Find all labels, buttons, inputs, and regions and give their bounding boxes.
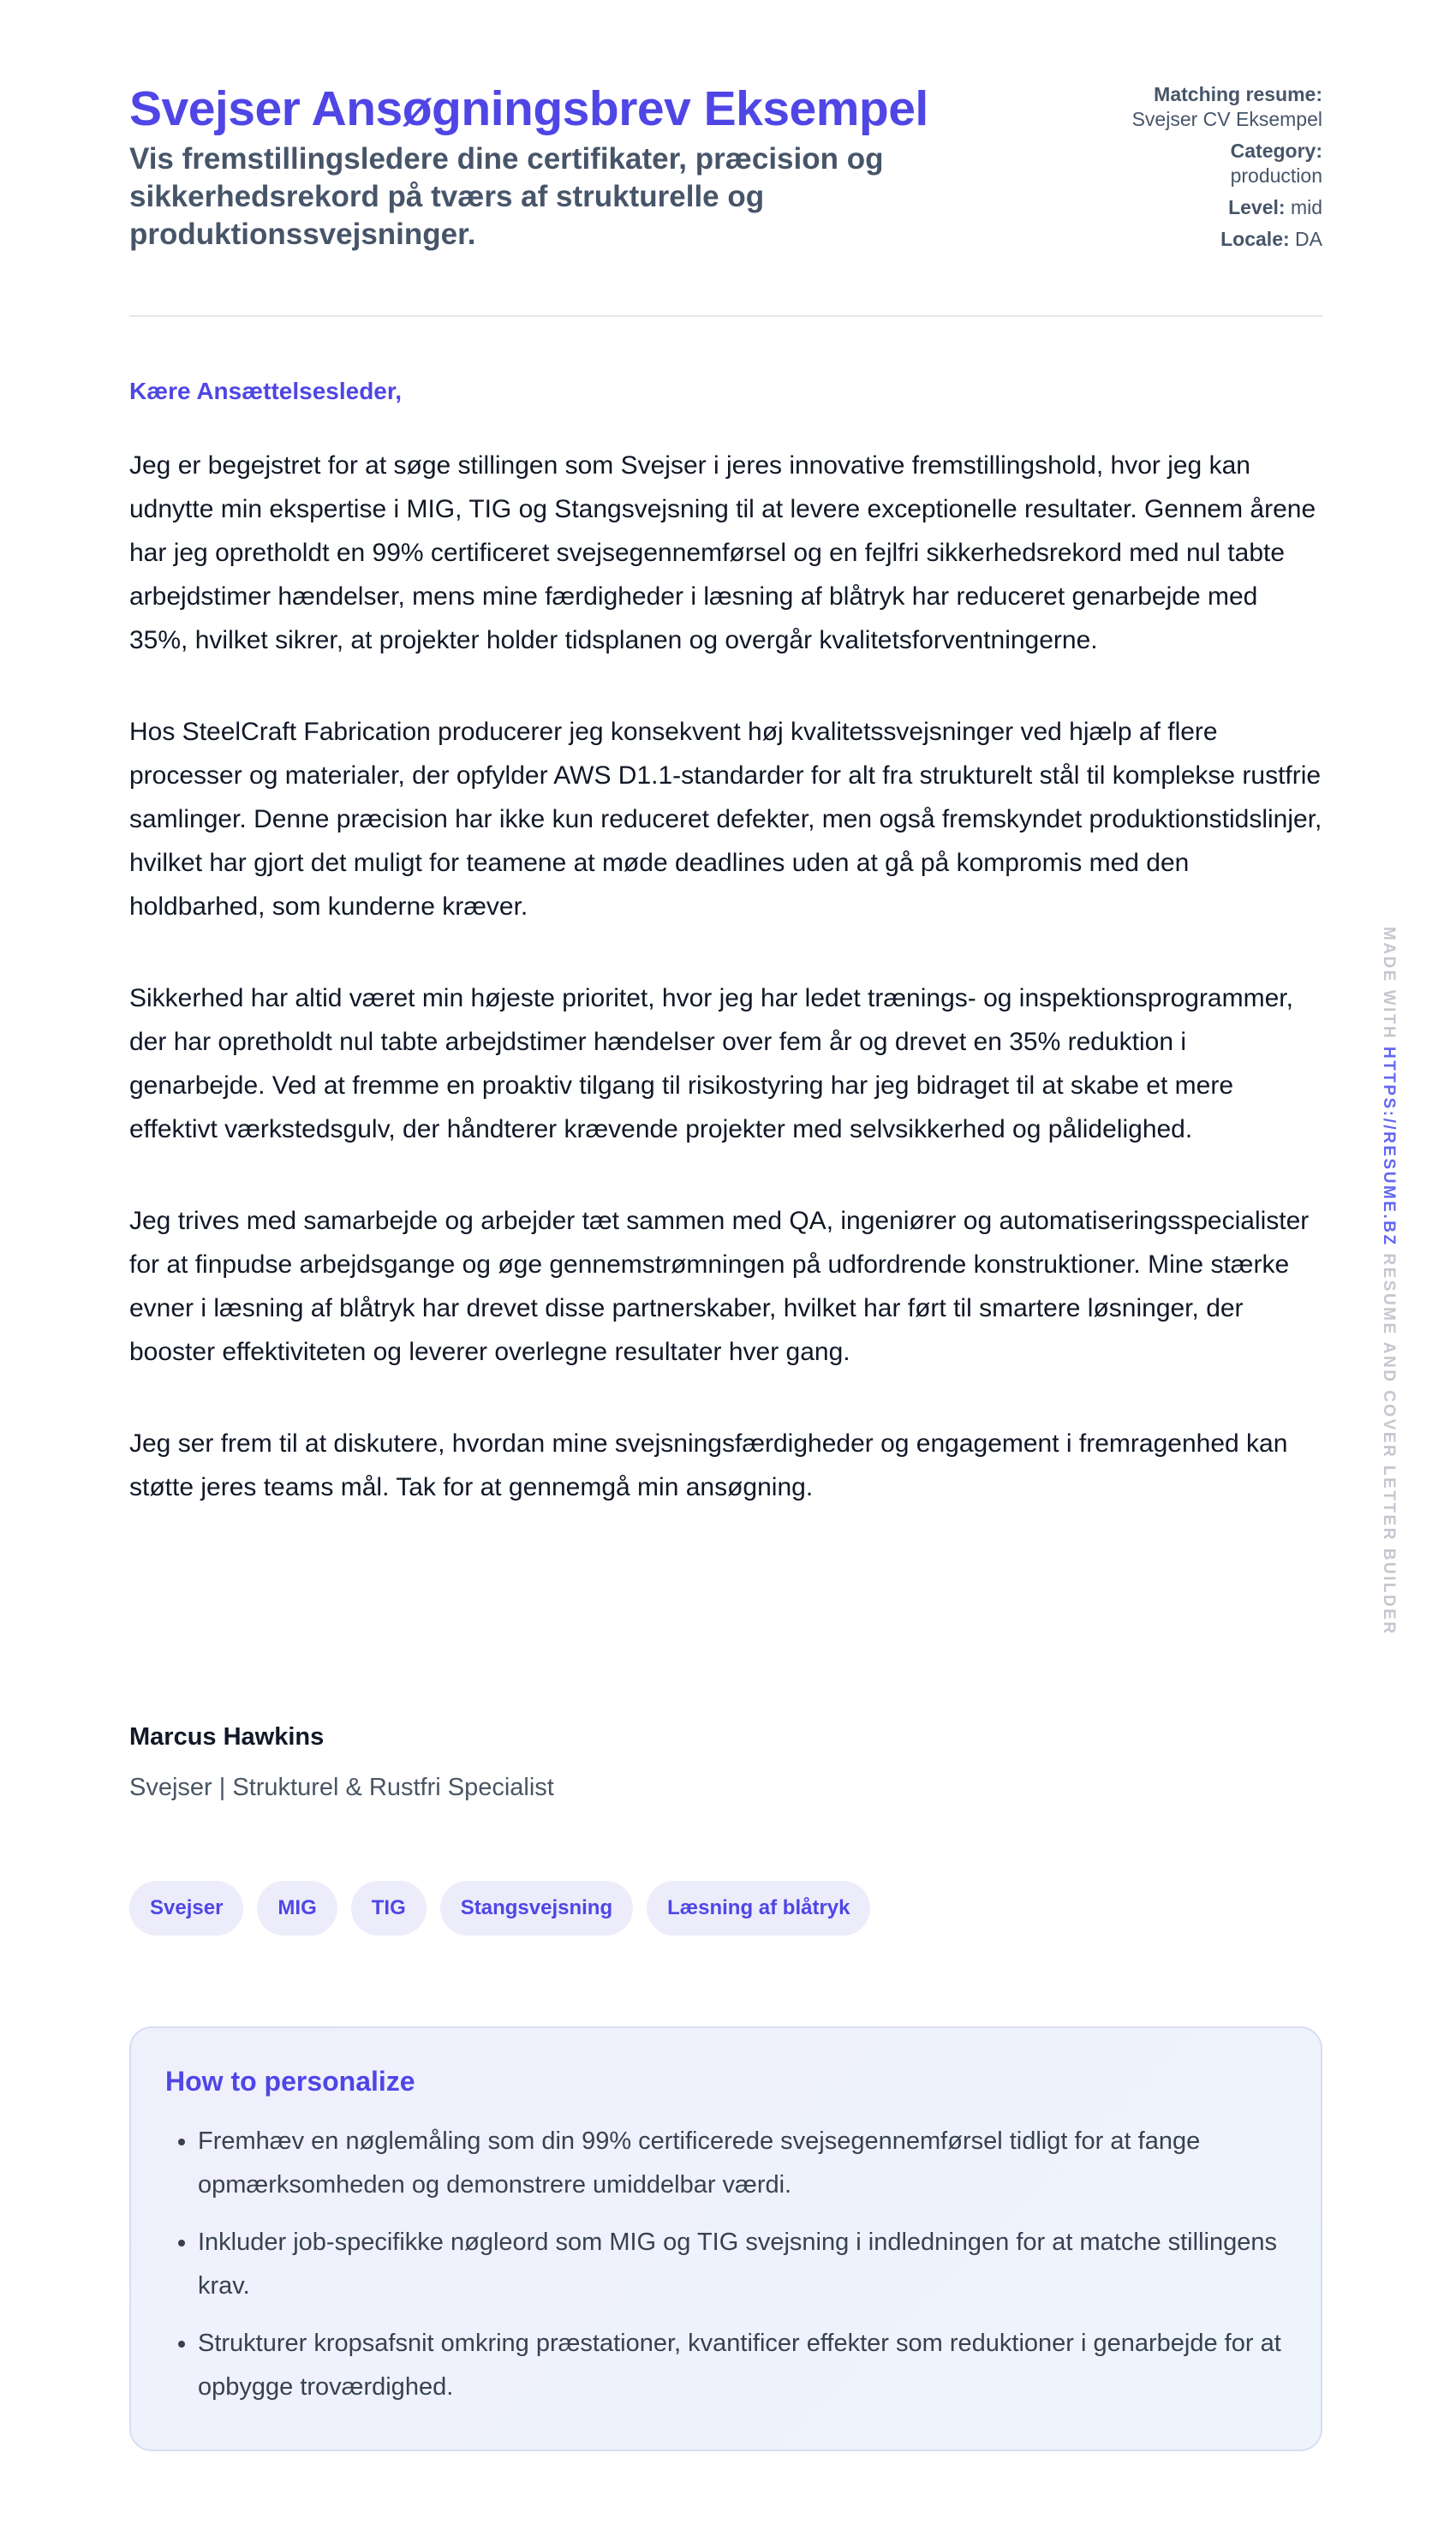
letter-paragraph: Sikkerhed har altid været min højeste prioritet, hvor jeg har ledet trænings- og inspektionsprogrammer, der har opretholdt nul tabte arbejdstimer hændelser over fem år og drevet en 35% reduktion i genarbejde. Ved at fremme en proaktiv tilgang til risikostyring har jeg bidraget til at skabe et mere effektivt værkstedsgulv, der håndterer krævende projekter med selvsikkerhed og pålidelighed. xyxy=(129,984,1293,1143)
meta-level xyxy=(1100,195,1322,220)
letter-paragraph: Jeg er begejstret for at søge stillingen som Svejser i jeres innovative fremstillingshold, hvor jeg kan udnytte min ekspertise i MIG, TIG og Stangsvejsning til at levere exceptionelle resultater. Gennem årene har jeg opretholdt en 99% certificeret svejsegennemførsel og en fejlfri sikkerhedsrekord med nul tabte arbejdstimer hændelser, mens mine færdigheder i læsning af blåtryk har reduceret genarbejde med 35%, hvilket sikrer, at projekter holder tidsplanen og overgår kvalitetsforventningerne. xyxy=(129,451,1316,654)
personalize-heading: How to personalize xyxy=(165,2066,415,2097)
meta-matching-resume xyxy=(1100,82,1322,132)
watermark-prefix: MADE WITH xyxy=(1380,927,1398,1041)
page-subtitle: Vis fremstillingsledere dine certifikater, præcision og sikkerhedsrekord på tværs af strukturelle og produktionssvejsninger. xyxy=(129,142,884,251)
meta-locale xyxy=(1100,227,1322,252)
tips-list xyxy=(165,2120,1286,2409)
signature-role: Svejser | Strukturel & Rustfri Specialist xyxy=(129,1774,554,1801)
watermark-link[interactable]: HTTPS://RESUME.BZ xyxy=(1380,1047,1398,1247)
meta-value: production xyxy=(1230,164,1322,187)
skill-tag[interactable]: Læsning af blåtryk xyxy=(647,1881,870,1936)
meta-category xyxy=(1100,139,1322,188)
watermark xyxy=(1379,927,1398,1636)
letter-paragraph: Hos SteelCraft Fabrication producerer jeg konsekvent høj kvalitetssvejsninger ved hjælp af flere processer og materialer, der opfylder AWS D1.1-standarder for alt fra strukturelt stål til komplekse rustfrie samlinger. Denne præcision har ikke kun reduceret defekter, men også fremskyndet produktionstidslinjer, hvilket har gjort det muligt for teamene at møde deadlines uden at gå på kompromis med den holdbarhed, som kunderne kræver. xyxy=(129,718,1322,921)
skill-tag[interactable]: MIG xyxy=(257,1881,337,1936)
meta-label: Level: xyxy=(1228,196,1286,218)
signature-name: Marcus Hawkins xyxy=(129,1723,325,1751)
letter-paragraph: Jeg trives med samarbejde og arbejder tæt sammen med QA, ingeniører og automatiseringsspecialister for at finpudse arbejdsgange og øge gennemstrømningen på udfordrende konstruktioner. Mine stærke evner i læsning af blåtryk har drevet disse partnerskaber, hvilket har ført til smartere løsninger, der booster effektiviteten og leverer overlegne resultater hver gang. xyxy=(129,1207,1310,1366)
meta-value: DA xyxy=(1295,228,1322,250)
meta-value: mid xyxy=(1290,196,1322,218)
skill-tags xyxy=(129,1881,870,1936)
meta-label: Matching resume: xyxy=(1154,83,1322,105)
tip-item: • Strukturer kropsafsnit omkring præstationer, kvantificer effekter som reduktioner i genarbejde for at opbygge troværdighed. xyxy=(198,2322,1286,2409)
skill-tag[interactable]: Svejser xyxy=(129,1881,243,1936)
page-title: Svejser Ansøgningsbrev Eksempel xyxy=(129,81,928,136)
personalize-tips-box xyxy=(129,2026,1322,2451)
letter-paragraph: Jeg ser frem til at diskutere, hvordan mine svejsningsfærdigheder og engagement i fremragenhed kan støtte jeres teams mål. Tak for at gennemgå min ansøgning. xyxy=(129,1429,1288,1501)
meta-label: Locale: xyxy=(1220,228,1290,250)
page-header xyxy=(129,0,1322,317)
skill-tag[interactable]: Stangsvejsning xyxy=(440,1881,633,1936)
letter-body xyxy=(129,444,1322,1557)
meta-value[interactable]: Svejser CV Eksempel xyxy=(1131,108,1322,130)
skill-tag[interactable]: TIG xyxy=(351,1881,427,1936)
watermark-suffix: RESUME AND COVER LETTER BUILDER xyxy=(1380,1253,1398,1636)
tip-item: • Fremhæv en nøglemåling som din 99% certificerede svejsegennemførsel tidligt for at fange opmærksomheden og demonstrere umiddelbar værdi. xyxy=(198,2120,1286,2207)
letter-greeting: Kære Ansættelsesleder, xyxy=(129,378,402,404)
tip-item: • Inkluder job-specifikke nøgleord som MIG og TIG svejsning i indledningen for at matche stillingens krav. xyxy=(198,2221,1286,2308)
page xyxy=(129,0,1322,2401)
meta-panel xyxy=(1100,82,1322,259)
meta-label: Category: xyxy=(1230,140,1322,162)
